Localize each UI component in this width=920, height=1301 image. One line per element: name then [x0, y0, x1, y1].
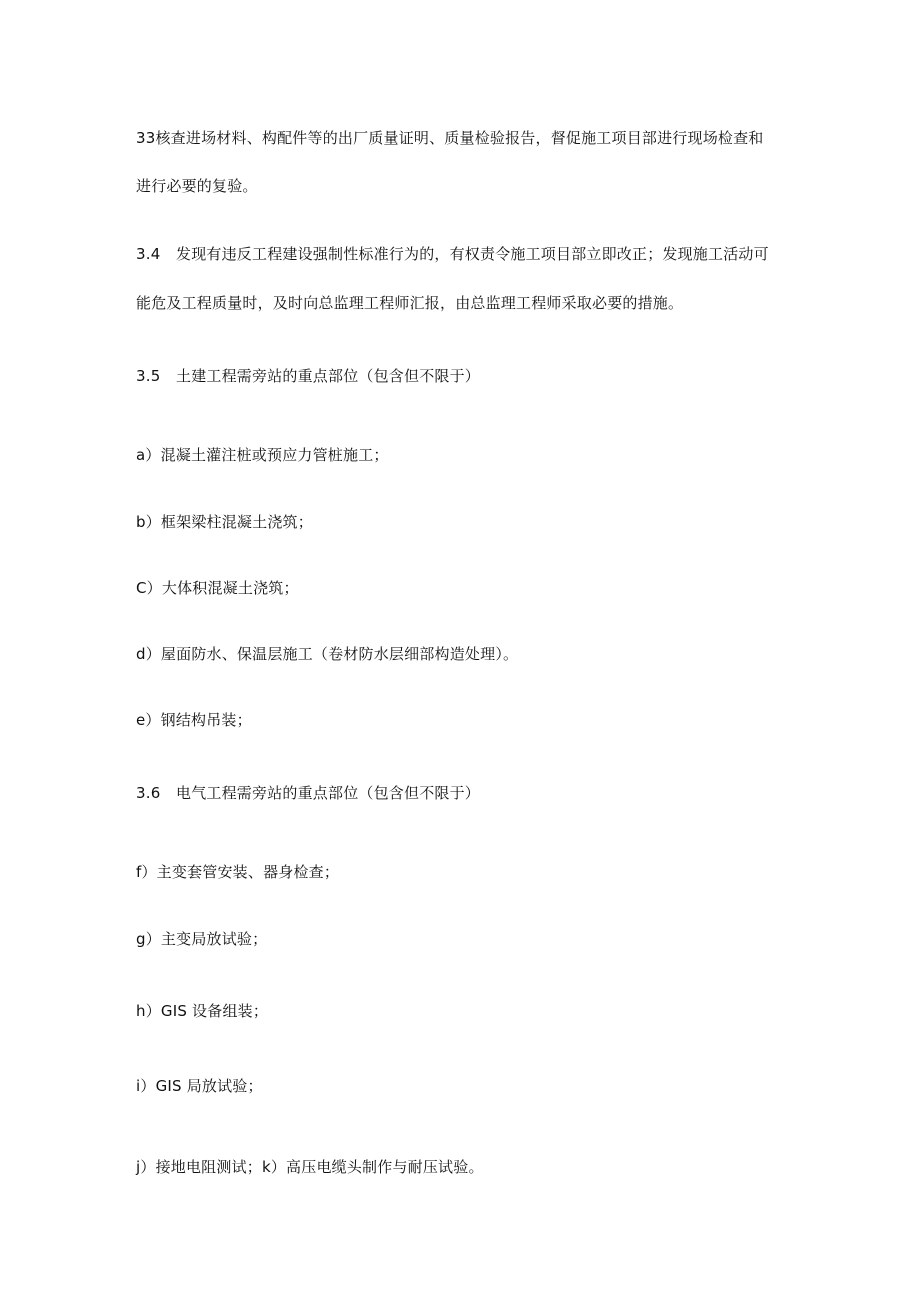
list-item-c: C）大体积混凝土浇筑； — [136, 579, 299, 597]
section-number-3-5: 3.5 — [136, 367, 161, 385]
list-item-d: d）屋面防水、保温层施工（卷材防水层细部构造处理）。 — [136, 645, 519, 663]
section-heading-text: 电气工程需旁站的重点部位（包含但不限于） — [176, 784, 481, 802]
list-item-f: f）主变套管安装、器身检查； — [136, 863, 340, 881]
paragraph-3-3-line-1: 33核查进场材料、构配件等的出厂质量证明、质量检验报告，督促施工项目部进行现场检查和 — [136, 129, 764, 147]
section-number-3-6: 3.6 — [136, 784, 161, 802]
paragraph-3-4-text: 发现有违反工程建设强制性标准行为的，有权责令施工项目部立即改正；发现施工活动可 — [176, 245, 769, 263]
section-heading-3-6 — [136, 783, 480, 803]
list-item-b: b）框架梁柱混凝土浇筑； — [136, 513, 313, 531]
paragraph-3-3-line-2: 进行必要的复验。 — [136, 177, 258, 195]
paragraph-3-4-line-2: 能危及工程质量时，及时向总监理工程师汇报，由总监理工程师采取必要的措施。 — [136, 294, 684, 312]
section-heading-text: 土建工程需旁站的重点部位（包含但不限于） — [176, 367, 481, 385]
section-heading-3-5 — [136, 366, 480, 386]
section-number-3-4: 3.4 — [136, 245, 161, 263]
list-item-a: a）混凝土灌注桩或预应力管桩施工； — [136, 446, 389, 464]
list-item-h: h）GIS 设备组装； — [136, 1002, 269, 1020]
list-item-e: e）钢结构吊装； — [136, 711, 252, 729]
paragraph-3-4-line-1 — [136, 244, 769, 264]
list-item-g: g）主变局放试验； — [136, 930, 268, 948]
list-item-i: i）GIS 局放试验； — [136, 1077, 263, 1095]
list-item-j-k: j）接地电阻测试；k）高压电缆头制作与耐压试验。 — [136, 1158, 484, 1176]
